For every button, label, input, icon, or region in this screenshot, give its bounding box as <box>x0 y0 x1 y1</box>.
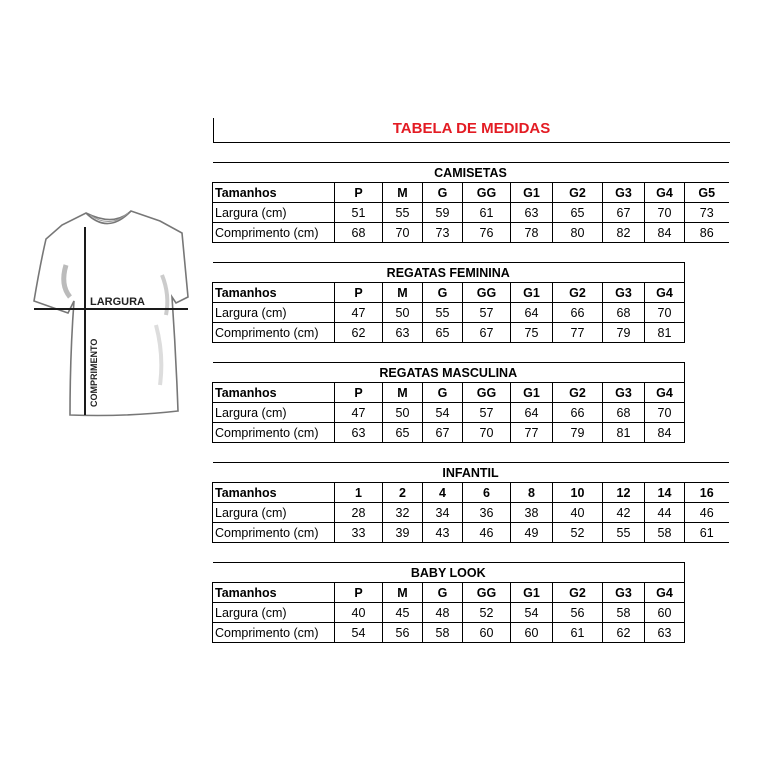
table-cell: 39 <box>383 523 423 543</box>
table-cell: 59 <box>423 203 463 223</box>
table-cell: 43 <box>423 523 463 543</box>
size-header: 2 <box>383 483 423 503</box>
table-cell: 68 <box>603 303 645 323</box>
size-header: G3 <box>603 583 645 603</box>
table-cell: 57 <box>463 303 511 323</box>
table-cell: 70 <box>645 203 685 223</box>
size-header: G4 <box>645 283 685 303</box>
size-header: G1 <box>511 383 553 403</box>
table-cell: 66 <box>553 303 603 323</box>
size-header: G1 <box>511 183 553 203</box>
size-header: M <box>383 383 423 403</box>
width-label: LARGURA <box>90 296 145 308</box>
size-header: 4 <box>423 483 463 503</box>
table-cell: 54 <box>511 603 553 623</box>
table-cell: 73 <box>423 223 463 243</box>
size-header: P <box>335 283 383 303</box>
table-cell: 70 <box>383 223 423 243</box>
table-cell: 81 <box>645 323 685 343</box>
table-cell: 86 <box>685 223 729 243</box>
table-cell: 42 <box>603 503 645 523</box>
table-header-row <box>213 583 685 603</box>
table-cell: 49 <box>511 523 553 543</box>
size-header: G4 <box>645 583 685 603</box>
size-header: G3 <box>603 383 645 403</box>
row-label: Largura (cm) <box>213 303 335 323</box>
table-row <box>213 623 685 643</box>
table-cell: 55 <box>383 203 423 223</box>
table-cell: 54 <box>423 403 463 423</box>
size-header: P <box>335 383 383 403</box>
row-label: Largura (cm) <box>213 203 335 223</box>
table-cell: 46 <box>685 503 729 523</box>
table-cell: 84 <box>645 223 685 243</box>
size-header: 16 <box>685 483 729 503</box>
size-header: G2 <box>553 383 603 403</box>
table-cell: 61 <box>463 203 511 223</box>
row-label: Comprimento (cm) <box>213 523 335 543</box>
size-header: G <box>423 283 463 303</box>
header-label: Tamanhos <box>213 183 335 203</box>
size-header: P <box>335 183 383 203</box>
table-cell: 64 <box>511 303 553 323</box>
table-header-row <box>213 283 685 303</box>
table-cell: 55 <box>423 303 463 323</box>
row-label: Comprimento (cm) <box>213 323 335 343</box>
size-header: G4 <box>645 183 685 203</box>
table-header-row <box>213 383 685 403</box>
header-label: Tamanhos <box>213 483 335 503</box>
table-cell: 84 <box>645 423 685 443</box>
size-header: G <box>423 383 463 403</box>
header-label: Tamanhos <box>213 583 335 603</box>
size-header: P <box>335 583 383 603</box>
table-cell: 76 <box>463 223 511 243</box>
table-cell: 58 <box>603 603 645 623</box>
size-header: 14 <box>645 483 685 503</box>
tshirt-illustration <box>26 205 202 421</box>
table-cell: 65 <box>553 203 603 223</box>
size-header: M <box>383 583 423 603</box>
size-table-baby-look <box>212 562 685 643</box>
table-cell: 46 <box>463 523 511 543</box>
table-cell: 44 <box>645 503 685 523</box>
row-label: Largura (cm) <box>213 403 335 423</box>
table-cell: 36 <box>463 503 511 523</box>
table-cell: 57 <box>463 403 511 423</box>
table-cell: 81 <box>603 423 645 443</box>
size-header: M <box>383 183 423 203</box>
size-header: 8 <box>511 483 553 503</box>
table-cell: 67 <box>603 203 645 223</box>
table-cell: 50 <box>383 403 423 423</box>
table-cell: 79 <box>603 323 645 343</box>
table-cell: 78 <box>511 223 553 243</box>
table-cell: 62 <box>335 323 383 343</box>
size-header: G4 <box>645 383 685 403</box>
table-cell: 63 <box>335 423 383 443</box>
size-header: G3 <box>603 183 645 203</box>
table-cell: 60 <box>463 623 511 643</box>
size-header: GG <box>463 583 511 603</box>
table-cell: 54 <box>335 623 383 643</box>
table-cell: 61 <box>685 523 729 543</box>
table-cell: 28 <box>335 503 383 523</box>
table-cell: 62 <box>603 623 645 643</box>
size-header: 1 <box>335 483 383 503</box>
table-cell: 32 <box>383 503 423 523</box>
table-cell: 77 <box>511 423 553 443</box>
table-cell: 63 <box>383 323 423 343</box>
table-cell: 64 <box>511 403 553 423</box>
table-row <box>213 323 685 343</box>
size-table-regatas-masculina <box>212 362 685 443</box>
table-row <box>213 523 729 543</box>
size-table-infantil <box>212 462 729 543</box>
table-cell: 58 <box>645 523 685 543</box>
table-cell: 55 <box>603 523 645 543</box>
title-divider-horizontal <box>213 142 730 143</box>
size-header: G <box>423 183 463 203</box>
size-header: GG <box>463 283 511 303</box>
table-cell: 75 <box>511 323 553 343</box>
table-row <box>213 303 685 323</box>
table-cell: 67 <box>423 423 463 443</box>
table-cell: 80 <box>553 223 603 243</box>
table-header-row <box>213 483 729 503</box>
row-label: Largura (cm) <box>213 503 335 523</box>
table-cell: 77 <box>553 323 603 343</box>
row-label: Largura (cm) <box>213 603 335 623</box>
size-header: GG <box>463 183 511 203</box>
table-caption: REGATAS FEMININA <box>213 263 685 283</box>
size-header: G <box>423 583 463 603</box>
table-cell: 56 <box>553 603 603 623</box>
table-cell: 70 <box>645 403 685 423</box>
table-caption: INFANTIL <box>213 463 729 483</box>
table-cell: 65 <box>423 323 463 343</box>
table-cell: 40 <box>553 503 603 523</box>
table-cell: 66 <box>553 403 603 423</box>
table-caption: REGATAS MASCULINA <box>213 363 685 383</box>
table-cell: 63 <box>645 623 685 643</box>
size-header: M <box>383 283 423 303</box>
size-header: G2 <box>553 583 603 603</box>
table-caption: BABY LOOK <box>213 563 685 583</box>
size-header: G5 <box>685 183 729 203</box>
table-cell: 58 <box>423 623 463 643</box>
table-cell: 61 <box>553 623 603 643</box>
table-cell: 52 <box>463 603 511 623</box>
table-cell: 67 <box>463 323 511 343</box>
table-cell: 73 <box>685 203 729 223</box>
size-header: G2 <box>553 283 603 303</box>
table-cell: 50 <box>383 303 423 323</box>
table-cell: 63 <box>511 203 553 223</box>
table-row <box>213 223 729 243</box>
table-cell: 52 <box>553 523 603 543</box>
table-cell: 68 <box>335 223 383 243</box>
size-header: G1 <box>511 283 553 303</box>
table-header-row <box>213 183 729 203</box>
table-cell: 70 <box>463 423 511 443</box>
table-cell: 47 <box>335 303 383 323</box>
table-cell: 47 <box>335 403 383 423</box>
size-header: G1 <box>511 583 553 603</box>
size-header: G2 <box>553 183 603 203</box>
table-cell: 45 <box>383 603 423 623</box>
table-cell: 38 <box>511 503 553 523</box>
table-row <box>213 423 685 443</box>
table-cell: 82 <box>603 223 645 243</box>
table-caption: CAMISETAS <box>213 163 729 183</box>
size-table-camisetas <box>212 162 729 243</box>
table-cell: 56 <box>383 623 423 643</box>
table-cell: 51 <box>335 203 383 223</box>
row-label: Comprimento (cm) <box>213 423 335 443</box>
table-cell: 48 <box>423 603 463 623</box>
header-label: Tamanhos <box>213 283 335 303</box>
table-cell: 40 <box>335 603 383 623</box>
table-row <box>213 603 685 623</box>
row-label: Comprimento (cm) <box>213 623 335 643</box>
table-row <box>213 203 729 223</box>
table-cell: 60 <box>645 603 685 623</box>
header-label: Tamanhos <box>213 383 335 403</box>
table-cell: 60 <box>511 623 553 643</box>
size-header: 12 <box>603 483 645 503</box>
table-cell: 70 <box>645 303 685 323</box>
page-title: TABELA DE MEDIDAS <box>392 120 551 137</box>
length-label: COMPRIMENTO <box>89 338 99 407</box>
table-cell: 65 <box>383 423 423 443</box>
table-cell: 68 <box>603 403 645 423</box>
size-header: 10 <box>553 483 603 503</box>
size-table-regatas-feminina <box>212 262 685 343</box>
table-row <box>213 503 729 523</box>
row-label: Comprimento (cm) <box>213 223 335 243</box>
table-cell: 34 <box>423 503 463 523</box>
size-header: 6 <box>463 483 511 503</box>
table-row <box>213 403 685 423</box>
size-header: GG <box>463 383 511 403</box>
table-cell: 33 <box>335 523 383 543</box>
size-header: G3 <box>603 283 645 303</box>
table-cell: 79 <box>553 423 603 443</box>
